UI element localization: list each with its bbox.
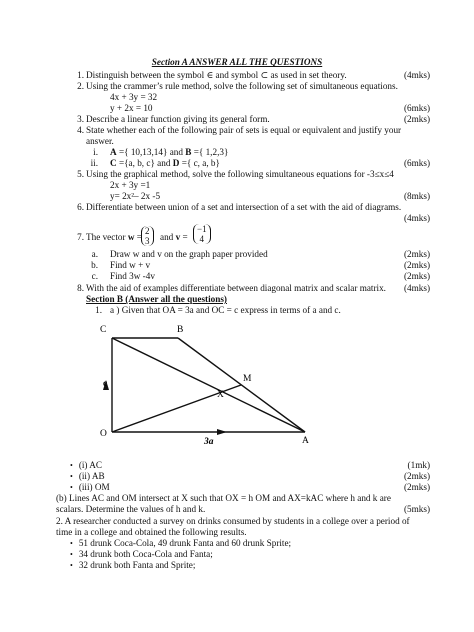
b1-ii-marks: (2mks) <box>403 471 430 481</box>
q1-number: 1. <box>77 70 84 80</box>
q6-marks: (4mks) <box>403 213 430 223</box>
q6-number: 6. <box>77 202 84 212</box>
q2-marks: (6mks) <box>403 103 430 113</box>
label-o: O <box>100 429 107 439</box>
b1-number: 1. <box>95 305 102 315</box>
label-c-vector: c <box>103 379 108 389</box>
b1b-line2: scalars. Determine the values of h and k. <box>56 504 206 514</box>
line-ba <box>178 338 305 432</box>
label-3a-vector: 3a <box>204 437 214 447</box>
q8-text: With the aid of examples differentiate between diagonal matrix and scalar matrix. <box>86 283 386 293</box>
q2b-bullet-3: • 32 drunk both Fanta and Sprite; <box>70 560 196 570</box>
q7-and: and v = <box>160 232 188 242</box>
b1-text: a ) Given that OA = 3a and OC = c express in terms of a and c. <box>110 305 341 315</box>
q4-number: 4. <box>77 125 84 135</box>
q7c-label: c. <box>91 271 98 281</box>
q8-marks: (4mks) <box>403 283 430 293</box>
vector-v-matrix: −1 4 <box>193 224 211 244</box>
q6-text: Differentiate between union of a set and intersection of a set with the aid of diagrams. <box>86 202 402 212</box>
q1-marks: (4mks) <box>403 70 430 80</box>
q3-text: Describe a linear function giving its general form. <box>86 114 270 124</box>
label-a: A <box>302 436 309 446</box>
q7a-marks: (2mks) <box>403 249 430 259</box>
q7a-label: a. <box>91 249 98 259</box>
b1-i: • (i) AC <box>70 460 103 470</box>
q2-text: Using the crammer’s rule method, solve the following set of simultaneous equations. <box>86 81 398 91</box>
q5-number: 5. <box>77 169 84 179</box>
q4-text2: answer. <box>86 136 114 146</box>
q4-i-label: i. <box>93 147 98 157</box>
q5-eq1: 2x + 3y =1 <box>110 180 151 190</box>
q7c-marks: (2mks) <box>403 271 430 281</box>
q4-ii-text: C ={a, b, c} and D ={ c, a, b} <box>110 158 220 168</box>
q1-text: Distinguish between the symbol ∈ and symbol ⊂ as used in set theory. <box>86 70 347 80</box>
q3-marks: (2mks) <box>403 114 430 124</box>
q2b-bullet-2: • 34 drunk both Coca-Cola and Fanta; <box>70 549 213 559</box>
q2b-line1: 2. A researcher conducted a survey on drinks consumed by students in a college over a period of <box>56 516 410 526</box>
q4-i-text: A ={ 10,13,14} and B ={ 1,2,3} <box>110 147 229 157</box>
q7a-text: Draw w and v on the graph paper provided <box>110 249 268 259</box>
q4-marks: (6mks) <box>403 158 430 168</box>
q5-marks: (8mks) <box>403 191 430 201</box>
section-a-title: Section A ANSWER ALL THE QUESTIONS <box>151 57 323 67</box>
q2b-line2: time in a college and obtained the following results. <box>56 527 247 537</box>
q7b-marks: (2mks) <box>403 260 430 270</box>
q7b-text: Find w + v <box>110 260 151 270</box>
b1-iii: • (iii) OM <box>70 482 110 492</box>
q7-number: 7. <box>77 232 84 242</box>
b1-ii: • (ii) AB <box>70 471 105 481</box>
q2b-bullet-1: • 51 drunk Coca-Cola, 49 drunk Fanta and 60 drunk Sprite; <box>70 538 292 548</box>
q7c-text: Find 3w -4v <box>110 271 155 281</box>
label-b: B <box>177 325 184 335</box>
section-b-title: Section B (Answer all the questions) <box>86 294 227 304</box>
q7-text: The vector w = <box>86 232 142 242</box>
label-x: X <box>217 390 224 400</box>
q5-text: Using the graphical method, solve the following simultaneous equations for -3≤x≤4 <box>86 169 394 179</box>
b1b-line1: (b) Lines AC and OM intersect at X such that OX = h OM and AX=kAC where h and k are <box>56 493 391 503</box>
vector-w-matrix: 2 3 <box>141 226 154 246</box>
arrow-a-icon <box>217 429 227 435</box>
q3-number: 3. <box>77 114 84 124</box>
q8-number: 8. <box>77 283 84 293</box>
q4-text: State whether each of the following pair of sets is equal or equivalent and justify your <box>86 125 402 135</box>
label-c: C <box>100 325 107 335</box>
b1-i-marks: (1mk) <box>407 460 430 470</box>
label-m: M <box>243 374 252 384</box>
q7b-label: b. <box>91 260 98 270</box>
q2-number: 2. <box>77 81 84 91</box>
q5-eq2: y= 2x²– 2x -5 <box>110 191 161 201</box>
q2-eq1: 4x + 3y = 32 <box>110 92 158 102</box>
line-ca <box>112 338 305 432</box>
q2-eq2: y + 2x = 10 <box>110 103 153 113</box>
b1-iii-marks: (2mks) <box>403 482 430 492</box>
q4-ii-label: ii. <box>90 158 98 168</box>
b1b-marks: (5mks) <box>403 504 430 514</box>
